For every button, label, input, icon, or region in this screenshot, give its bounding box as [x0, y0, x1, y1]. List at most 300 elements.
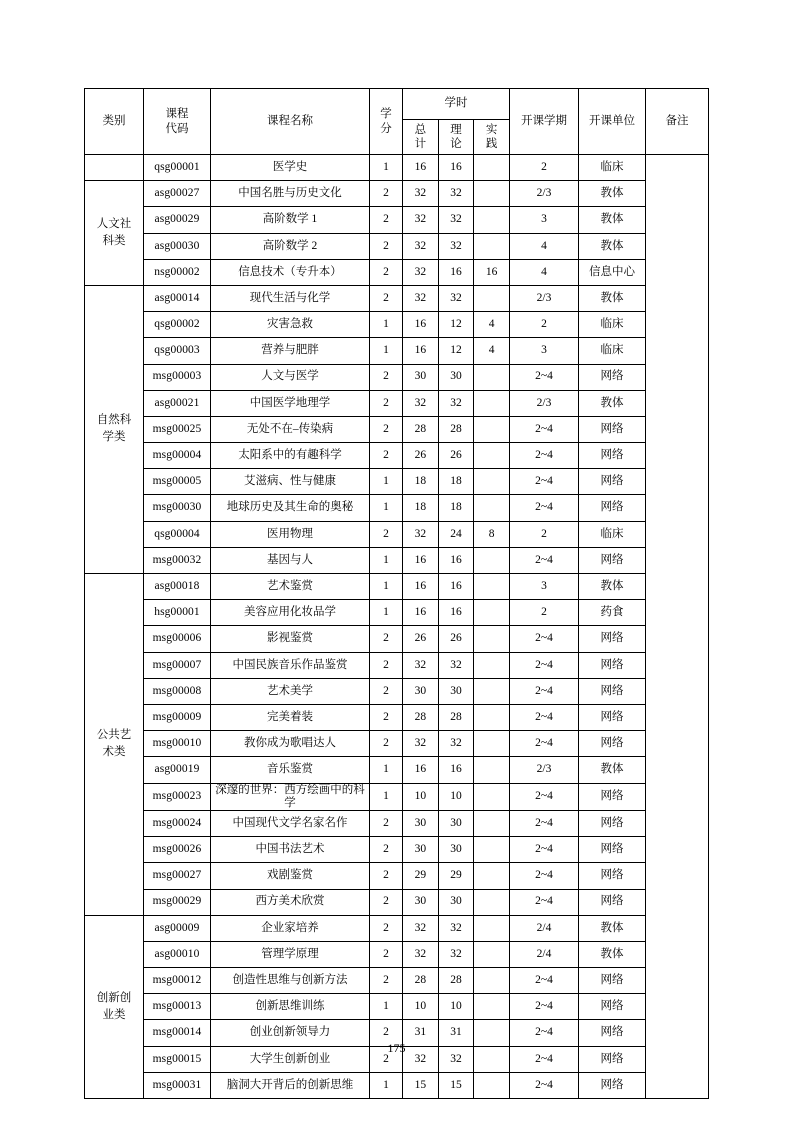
cell-practice-hours [474, 678, 510, 704]
cell-theory-hours: 16 [438, 259, 474, 285]
table-row [85, 810, 709, 836]
cell-practice-hours [474, 704, 510, 730]
cell-total-hours: 16 [403, 757, 439, 783]
table-row [85, 731, 709, 757]
cell-department: 网络 [579, 364, 646, 390]
cell-course-name: 无处不在–传染病 [211, 416, 370, 442]
cell-course-code: msg00005 [144, 469, 211, 495]
cell-theory-hours: 32 [438, 207, 474, 233]
header-total-hours [403, 120, 439, 155]
cell-practice-hours [474, 285, 510, 311]
cell-theory-hours: 28 [438, 416, 474, 442]
cell-practice-hours [474, 837, 510, 863]
cell-course-code: msg00004 [144, 443, 211, 469]
cell-practice-hours [474, 364, 510, 390]
table-row [85, 181, 709, 207]
cell-course-code: qsg00001 [144, 155, 211, 181]
cell-credit: 2 [370, 1020, 403, 1046]
cell-credit: 2 [370, 390, 403, 416]
cell-theory-hours: 29 [438, 863, 474, 889]
table-row [85, 338, 709, 364]
cell-theory-hours: 30 [438, 889, 474, 915]
cell-total-hours: 28 [403, 704, 439, 730]
header-course-code-line1: 课程 [165, 108, 189, 121]
cell-course-name: 中国民族音乐作品鉴赏 [211, 652, 370, 678]
cell-total-hours: 30 [403, 837, 439, 863]
cell-course-name: 营养与肥胖 [211, 338, 370, 364]
cell-course-code: msg00026 [144, 837, 211, 863]
cell-term: 2~4 [510, 678, 579, 704]
cell-course-code: asg00018 [144, 574, 211, 600]
cell-practice-hours [474, 495, 510, 521]
cell-term: 2~4 [510, 652, 579, 678]
cell-department: 教体 [579, 941, 646, 967]
table-row [85, 941, 709, 967]
cell-course-code: asg00009 [144, 915, 211, 941]
cell-total-hours: 28 [403, 968, 439, 994]
cell-department: 临床 [579, 338, 646, 364]
cell-credit: 2 [370, 259, 403, 285]
cell-total-hours: 32 [403, 731, 439, 757]
category-line: 创新创 [96, 991, 132, 1004]
cell-total-hours: 32 [403, 915, 439, 941]
header-theory-line2: 论 [450, 138, 462, 150]
table-row [85, 1072, 709, 1098]
header-total-line2: 计 [414, 138, 427, 150]
cell-credit: 1 [370, 547, 403, 573]
cell-course-code: asg00030 [144, 233, 211, 259]
cell-theory-hours: 16 [438, 155, 474, 181]
cell-department: 网络 [579, 469, 646, 495]
cell-practice-hours [474, 207, 510, 233]
cell-theory-hours: 12 [438, 338, 474, 364]
header-remark: 备注 [646, 89, 709, 155]
header-department: 开课单位 [579, 89, 646, 155]
cell-theory-hours: 31 [438, 1020, 474, 1046]
cell-course-name: 太阳系中的有趣科学 [211, 443, 370, 469]
cell-course-name: 大学生创新创业 [211, 1046, 370, 1072]
cell-total-hours: 32 [403, 233, 439, 259]
table-row [85, 678, 709, 704]
cell-course-code: msg00013 [144, 994, 211, 1020]
cell-department: 网络 [579, 626, 646, 652]
cell-total-hours: 18 [403, 469, 439, 495]
cell-practice-hours [474, 915, 510, 941]
cell-department: 临床 [579, 521, 646, 547]
cell-total-hours: 28 [403, 416, 439, 442]
cell-theory-hours: 30 [438, 837, 474, 863]
course-table [84, 88, 709, 1099]
header-practice-line1: 实 [485, 123, 498, 136]
cell-total-hours: 16 [403, 574, 439, 600]
cell-term: 2/3 [510, 181, 579, 207]
cell-credit: 1 [370, 338, 403, 364]
cell-credit: 1 [370, 574, 403, 600]
cell-term: 2~4 [510, 810, 579, 836]
cell-theory-hours: 16 [438, 600, 474, 626]
cell-term: 2~4 [510, 469, 579, 495]
cell-practice-hours: 16 [474, 259, 510, 285]
cell-total-hours: 32 [403, 521, 439, 547]
cell-term: 3 [510, 338, 579, 364]
cell-term: 2/3 [510, 285, 579, 311]
table-row [85, 285, 709, 311]
cell-practice-hours [474, 731, 510, 757]
cell-department: 网络 [579, 1072, 646, 1098]
category-line: 科类 [102, 235, 126, 248]
cell-credit: 1 [370, 600, 403, 626]
table-row [85, 443, 709, 469]
cell-practice-hours: 4 [474, 312, 510, 338]
cell-course-name: 美容应用化妆品学 [211, 600, 370, 626]
cell-department: 网络 [579, 547, 646, 573]
cell-term: 2~4 [510, 495, 579, 521]
cell-theory-hours: 18 [438, 469, 474, 495]
table-row [85, 704, 709, 730]
cell-course-name: 高阶数学 1 [211, 207, 370, 233]
cell-credit: 2 [370, 941, 403, 967]
cell-department: 网络 [579, 443, 646, 469]
cell-remark [646, 155, 709, 1099]
cell-credit: 1 [370, 1072, 403, 1098]
header-total-line1: 总 [414, 123, 427, 136]
cell-department: 临床 [579, 155, 646, 181]
table-body [85, 155, 709, 1099]
cell-practice-hours [474, 600, 510, 626]
table-row [85, 600, 709, 626]
header-theory-line1: 理 [450, 123, 462, 136]
table-row [85, 783, 709, 810]
cell-course-name: 艺术鉴赏 [211, 574, 370, 600]
cell-credit: 2 [370, 626, 403, 652]
cell-term: 2/4 [510, 915, 579, 941]
header-row-1 [85, 89, 709, 120]
cell-theory-hours: 26 [438, 443, 474, 469]
table-row [85, 312, 709, 338]
category-line: 公共艺 [96, 729, 132, 742]
cell-term: 4 [510, 233, 579, 259]
table-row [85, 259, 709, 285]
cell-department: 网络 [579, 810, 646, 836]
cell-term: 2~4 [510, 704, 579, 730]
table-row [85, 390, 709, 416]
cell-course-name: 人文与医学 [211, 364, 370, 390]
cell-course-code: msg00023 [144, 783, 211, 810]
cell-credit: 2 [370, 863, 403, 889]
header-credit-line2: 分 [380, 122, 392, 135]
cell-practice-hours [474, 783, 510, 810]
cell-course-code: asg00029 [144, 207, 211, 233]
cell-theory-hours: 26 [438, 626, 474, 652]
cell-course-code: nsg00002 [144, 259, 211, 285]
cell-total-hours: 30 [403, 810, 439, 836]
cell-course-name: 中国名胜与历史文化 [211, 181, 370, 207]
cell-total-hours: 30 [403, 364, 439, 390]
cell-course-code: msg00024 [144, 810, 211, 836]
cell-course-name: 中国书法艺术 [211, 837, 370, 863]
cell-total-hours: 26 [403, 443, 439, 469]
cell-department: 教体 [579, 915, 646, 941]
cell-department: 网络 [579, 837, 646, 863]
cell-term: 2 [510, 521, 579, 547]
cell-department: 网络 [579, 731, 646, 757]
cell-term: 2~4 [510, 547, 579, 573]
cell-course-code: msg00003 [144, 364, 211, 390]
cell-course-name: 基因与人 [211, 547, 370, 573]
cell-course-code: qsg00004 [144, 521, 211, 547]
cell-course-code: msg00031 [144, 1072, 211, 1098]
cell-term: 2/3 [510, 757, 579, 783]
cell-category [85, 915, 144, 1098]
cell-department: 网络 [579, 704, 646, 730]
cell-course-code: msg00007 [144, 652, 211, 678]
header-practice-line2: 践 [485, 138, 498, 150]
table-row [85, 757, 709, 783]
cell-practice-hours [474, 469, 510, 495]
cell-credit: 1 [370, 757, 403, 783]
cell-practice-hours [474, 941, 510, 967]
cell-total-hours: 32 [403, 207, 439, 233]
cell-theory-hours: 32 [438, 233, 474, 259]
cell-total-hours: 18 [403, 495, 439, 521]
cell-term: 2/4 [510, 941, 579, 967]
cell-practice-hours [474, 994, 510, 1020]
cell-credit: 2 [370, 837, 403, 863]
category-line: 术类 [102, 746, 126, 759]
cell-credit: 2 [370, 416, 403, 442]
cell-theory-hours: 18 [438, 495, 474, 521]
table-row [85, 155, 709, 181]
cell-category [85, 574, 144, 916]
cell-theory-hours: 28 [438, 968, 474, 994]
cell-course-name: 高阶数学 2 [211, 233, 370, 259]
cell-practice-hours [474, 810, 510, 836]
page-number: 175 [387, 1041, 406, 1055]
cell-practice-hours [474, 652, 510, 678]
cell-department: 网络 [579, 968, 646, 994]
cell-course-name: 管理学原理 [211, 941, 370, 967]
cell-total-hours: 32 [403, 1046, 439, 1072]
cell-term: 2~4 [510, 994, 579, 1020]
cell-practice-hours [474, 574, 510, 600]
cell-department: 药食 [579, 600, 646, 626]
cell-credit: 2 [370, 521, 403, 547]
table-row [85, 574, 709, 600]
cell-department: 网络 [579, 783, 646, 810]
cell-department: 临床 [579, 312, 646, 338]
cell-department: 网络 [579, 1020, 646, 1046]
table-row [85, 207, 709, 233]
cell-theory-hours: 15 [438, 1072, 474, 1098]
cell-credit: 2 [370, 731, 403, 757]
table-row [85, 837, 709, 863]
cell-credit: 2 [370, 678, 403, 704]
cell-course-code: msg00014 [144, 1020, 211, 1046]
cell-category [85, 181, 144, 286]
cell-theory-hours: 16 [438, 574, 474, 600]
cell-course-code: asg00010 [144, 941, 211, 967]
table-row [85, 863, 709, 889]
cell-total-hours: 29 [403, 863, 439, 889]
cell-department: 教体 [579, 233, 646, 259]
cell-course-code: asg00019 [144, 757, 211, 783]
header-course-name: 课程名称 [211, 89, 370, 155]
cell-course-name: 艺术美学 [211, 678, 370, 704]
cell-term: 2~4 [510, 731, 579, 757]
cell-department: 教体 [579, 285, 646, 311]
header-course-code [144, 89, 211, 155]
cell-credit: 2 [370, 968, 403, 994]
cell-term: 4 [510, 259, 579, 285]
cell-total-hours: 30 [403, 678, 439, 704]
category-line: 学类 [102, 431, 126, 444]
cell-course-name: 中国医学地理学 [211, 390, 370, 416]
cell-theory-hours: 28 [438, 704, 474, 730]
cell-practice-hours: 8 [474, 521, 510, 547]
cell-term: 3 [510, 207, 579, 233]
cell-course-name: 中国现代文学名家名作 [211, 810, 370, 836]
cell-department: 网络 [579, 652, 646, 678]
cell-term: 2~4 [510, 626, 579, 652]
category-line: 业类 [102, 1008, 126, 1021]
cell-credit: 2 [370, 810, 403, 836]
cell-course-name: 医学史 [211, 155, 370, 181]
cell-term: 2 [510, 600, 579, 626]
cell-total-hours: 10 [403, 783, 439, 810]
cell-course-name: 现代生活与化学 [211, 285, 370, 311]
cell-course-name: 创新思维训练 [211, 994, 370, 1020]
cell-credit: 2 [370, 652, 403, 678]
cell-credit: 2 [370, 915, 403, 941]
cell-course-name: 教你成为歌唱达人 [211, 731, 370, 757]
cell-practice-hours [474, 181, 510, 207]
header-class-hours: 学时 [403, 89, 510, 120]
cell-practice-hours [474, 390, 510, 416]
table-row [85, 547, 709, 573]
cell-course-code: qsg00003 [144, 338, 211, 364]
cell-course-code: msg00010 [144, 731, 211, 757]
cell-department: 网络 [579, 495, 646, 521]
table-row [85, 521, 709, 547]
cell-credit: 1 [370, 495, 403, 521]
header-theory-hours [438, 120, 474, 155]
cell-practice-hours [474, 889, 510, 915]
cell-course-code: msg00008 [144, 678, 211, 704]
cell-department: 教体 [579, 390, 646, 416]
cell-course-name: 艾滋病、性与健康 [211, 469, 370, 495]
category-line: 自然科 [96, 414, 132, 427]
cell-course-code: msg00025 [144, 416, 211, 442]
header-credit-line1: 学 [380, 108, 392, 121]
cell-practice-hours [474, 547, 510, 573]
cell-practice-hours [474, 626, 510, 652]
cell-credit: 1 [370, 994, 403, 1020]
cell-total-hours: 15 [403, 1072, 439, 1098]
cell-course-code: msg00032 [144, 547, 211, 573]
header-practice-hours [474, 120, 510, 155]
cell-practice-hours [474, 443, 510, 469]
cell-course-name: 创业创新领导力 [211, 1020, 370, 1046]
cell-category [85, 285, 144, 573]
table-row [85, 495, 709, 521]
table-row [85, 889, 709, 915]
cell-total-hours: 32 [403, 390, 439, 416]
cell-term: 2~4 [510, 837, 579, 863]
header-credit [370, 89, 403, 155]
cell-credit: 2 [370, 889, 403, 915]
cell-term: 2~4 [510, 1046, 579, 1072]
cell-total-hours: 26 [403, 626, 439, 652]
cell-department: 网络 [579, 863, 646, 889]
cell-course-code: msg00030 [144, 495, 211, 521]
cell-credit: 2 [370, 285, 403, 311]
cell-practice-hours [474, 757, 510, 783]
cell-course-name: 医用物理 [211, 521, 370, 547]
cell-course-code: qsg00002 [144, 312, 211, 338]
cell-course-name: 企业家培养 [211, 915, 370, 941]
cell-course-name: 影视鉴赏 [211, 626, 370, 652]
cell-theory-hours: 32 [438, 390, 474, 416]
cell-theory-hours: 10 [438, 783, 474, 810]
cell-term: 2~4 [510, 1072, 579, 1098]
cell-course-code: msg00027 [144, 863, 211, 889]
cell-credit: 2 [370, 233, 403, 259]
cell-course-code: msg00006 [144, 626, 211, 652]
cell-credit: 1 [370, 469, 403, 495]
cell-theory-hours: 32 [438, 731, 474, 757]
cell-course-code: msg00009 [144, 704, 211, 730]
header-category: 类别 [85, 89, 144, 155]
cell-practice-hours [474, 416, 510, 442]
cell-course-name: 地球历史及其生命的奥秘 [211, 495, 370, 521]
cell-term: 2 [510, 312, 579, 338]
cell-credit: 2 [370, 181, 403, 207]
cell-credit: 1 [370, 783, 403, 810]
cell-course-code: msg00015 [144, 1046, 211, 1072]
cell-theory-hours: 32 [438, 941, 474, 967]
cell-total-hours: 30 [403, 889, 439, 915]
cell-department: 教体 [579, 181, 646, 207]
cell-theory-hours: 32 [438, 915, 474, 941]
cell-term: 2~4 [510, 968, 579, 994]
table-row [85, 233, 709, 259]
cell-department: 信息中心 [579, 259, 646, 285]
cell-total-hours: 32 [403, 181, 439, 207]
cell-department: 网络 [579, 889, 646, 915]
cell-department: 教体 [579, 757, 646, 783]
table-row [85, 416, 709, 442]
cell-course-code: hsg00001 [144, 600, 211, 626]
cell-course-name: 信息技术（专升本） [211, 259, 370, 285]
category-line: 人文社 [96, 217, 132, 230]
cell-course-code: msg00012 [144, 968, 211, 994]
cell-term: 2~4 [510, 443, 579, 469]
cell-credit: 2 [370, 704, 403, 730]
cell-term: 2~4 [510, 1020, 579, 1046]
cell-department: 网络 [579, 416, 646, 442]
cell-department: 网络 [579, 678, 646, 704]
cell-course-code: asg00021 [144, 390, 211, 416]
cell-department: 教体 [579, 574, 646, 600]
cell-course-name: 西方美术欣赏 [211, 889, 370, 915]
table-row [85, 652, 709, 678]
cell-credit: 2 [370, 1046, 403, 1072]
cell-course-code: asg00027 [144, 181, 211, 207]
cell-term: 3 [510, 574, 579, 600]
cell-credit: 1 [370, 312, 403, 338]
table-row [85, 915, 709, 941]
cell-practice-hours [474, 968, 510, 994]
